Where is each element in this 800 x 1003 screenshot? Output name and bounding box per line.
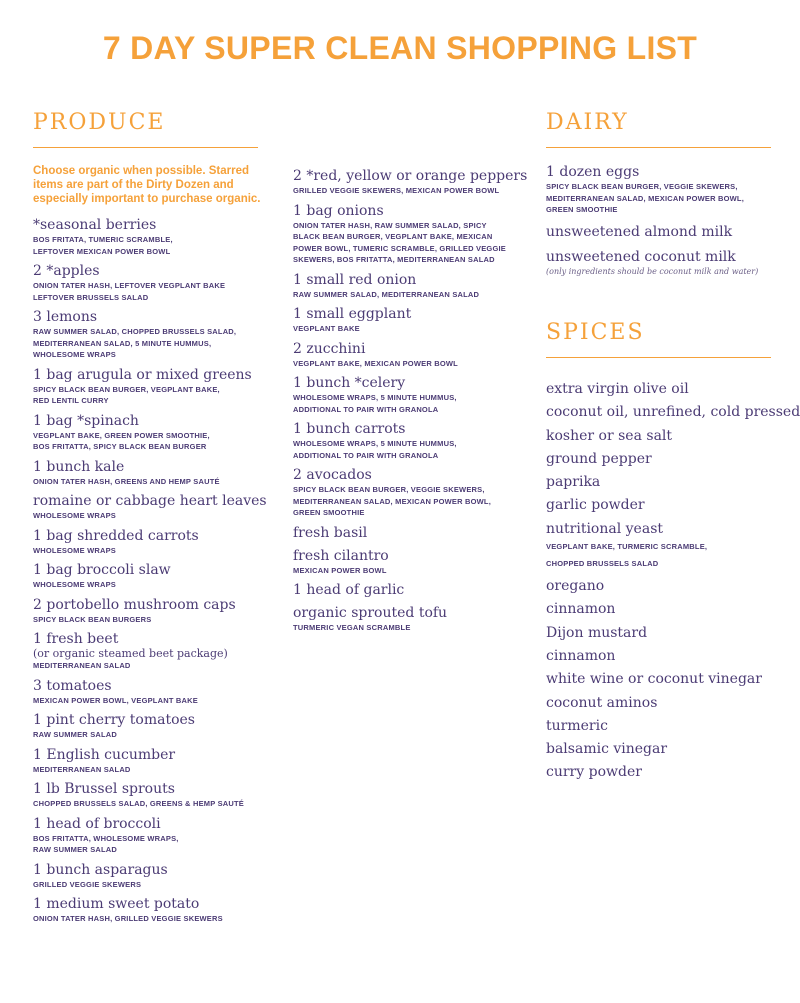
produce-column-1 — [33, 110, 283, 931]
item-recipes: GREEN SMOOTHIE — [546, 205, 618, 214]
list-item — [33, 816, 283, 856]
list-item — [33, 896, 283, 925]
list-item — [293, 467, 523, 519]
item-name: turmeric — [546, 717, 608, 734]
list-item — [293, 203, 523, 266]
list-item — [33, 217, 283, 257]
produce-list-2 — [293, 168, 528, 634]
spice-item — [546, 668, 796, 691]
item-name: extra virgin olive oil — [546, 381, 689, 397]
item-recipes: GRILLED VEGGIE SKEWERS — [33, 879, 142, 889]
item-recipes: MEXICAN POWER BOWL, VEGPLANT BAKE — [33, 695, 198, 705]
item-recipes: VEGPLANT BAKE, GREEN POWER SMOOTHIE, — [33, 430, 210, 440]
item-name: 1 bag onions — [293, 202, 384, 219]
produce-note: Choose organic when possible. Starred items are part of the Dirty Dozen and especially important to purchase organic. — [33, 165, 261, 205]
item-recipes: SPICY BLACK BEAN BURGER, VEGGIE SKEWERS, — [293, 485, 485, 494]
item-name: 2 avocados — [293, 467, 372, 483]
item-name: romaine or cabbage heart leaves — [33, 493, 267, 509]
item-recipes: SPICY BLACK BEAN BURGERS — [33, 614, 152, 624]
item-recipes: RED LENTIL CURRY — [33, 396, 109, 405]
list-item — [33, 309, 283, 361]
item-name: 1 dozen eggs — [546, 164, 640, 180]
spice-item — [546, 692, 796, 715]
item-name: fresh cilantro — [293, 547, 389, 564]
item-name: 1 head of garlic — [293, 582, 405, 598]
item-name: coconut aminos — [546, 694, 658, 711]
item-recipes: SKEWERS, BOS FRITATTA, MEDITERRANEAN SALAD — [293, 255, 495, 264]
item-recipes: WHOLESOME WRAPS — [33, 580, 116, 589]
item-name: 1 small eggplant — [293, 306, 412, 322]
item-name: unsweetened almond milk — [546, 223, 733, 240]
list-item — [33, 678, 283, 707]
item-name: 2 zucchini — [293, 340, 366, 357]
list-item — [546, 224, 776, 241]
item-name: 1 bunch carrots — [293, 421, 406, 437]
item-name: balsamic vinegar — [546, 741, 668, 758]
item-recipes: BLACK BEAN BURGER, VEGPLANT BAKE, MEXICAN — [293, 232, 493, 241]
item-name: organic sprouted tofu — [293, 605, 448, 621]
list-item — [33, 493, 283, 522]
dairy-column — [546, 110, 776, 285]
list-item — [546, 164, 776, 216]
item-name: kosher or sea salt — [546, 427, 673, 444]
item-recipes: ADDITIONAL TO PAIR WITH GRANOLA — [293, 450, 439, 460]
item-recipes: VEGPLANT BAKE, TURMERIC SCRAMBLE, — [546, 542, 708, 552]
list-item — [293, 605, 523, 634]
item-name: garlic powder — [546, 497, 645, 514]
item-recipes: GRILLED VEGGIE SKEWERS, MEXICAN POWER BOWL — [293, 186, 500, 195]
item-name: ground pepper — [546, 450, 652, 467]
item-recipes: MEDITERRANEAN SALAD, MEXICAN POWER BOWL, — [546, 193, 744, 203]
dairy-heading: DAIRY — [546, 110, 771, 148]
dairy-list — [546, 164, 776, 277]
item-recipes: MEXICAN POWER BOWL — [293, 565, 387, 575]
item-name: cinnamon — [546, 647, 616, 664]
spice-item — [546, 598, 796, 621]
spice-item — [546, 645, 796, 668]
item-recipes: TURMERIC VEGAN SCRAMBLE — [293, 623, 411, 632]
spice-item — [546, 575, 796, 598]
item-recipes: RAW SUMMER SALAD — [33, 730, 118, 739]
item-recipes: SPICY BLACK BEAN BURGER, VEGPLANT BAKE, — [33, 384, 220, 394]
item-recipes: WHOLESOME WRAPS — [33, 545, 116, 555]
spice-item — [546, 715, 796, 738]
item-recipes: GREEN SMOOTHIE — [293, 508, 365, 517]
item-name: 2 *red, yellow or orange peppers — [293, 168, 528, 184]
item-name: fresh basil — [293, 524, 368, 541]
item-name: nutritional yeast — [546, 520, 664, 537]
item-subtitle: (or organic steamed beet package) — [33, 647, 228, 660]
list-item — [33, 367, 283, 407]
item-name: 1 bunch *celery — [293, 375, 406, 391]
item-recipes: RAW SUMMER SALAD, MEDITERRANEAN SALAD — [293, 289, 480, 299]
item-name: coconut oil, unrefined, cold pressed — [546, 404, 800, 421]
list-item — [33, 413, 283, 453]
item-recipes: MEDITERRANEAN SALAD — [33, 661, 131, 670]
spice-item — [546, 738, 796, 761]
item-name: 1 fresh beet — [33, 631, 119, 647]
item-name: cinnamon — [546, 601, 616, 618]
item-name: *seasonal berries — [33, 217, 157, 233]
item-recipes: BOS FRITATA, TUMERIC SCRAMBLE, — [33, 235, 173, 244]
item-recipes: ADDITIONAL TO PAIR WITH GRANOLA — [293, 404, 439, 414]
item-recipes: WHOLESOME WRAPS, 5 MINUTE HUMMUS, — [293, 393, 457, 402]
item-name: 1 pint cherry tomatoes — [33, 712, 195, 728]
item-recipes: RAW SUMMER SALAD — [33, 845, 118, 854]
item-name: unsweetened coconut milk — [546, 248, 736, 265]
list-item — [33, 781, 283, 810]
spice-item — [546, 425, 796, 448]
spice-item — [546, 378, 796, 401]
item-name: 2 *apples — [33, 263, 100, 279]
list-item — [33, 712, 283, 741]
item-recipes: SPICY BLACK BEAN BURGER, VEGGIE SKEWERS, — [546, 182, 738, 191]
item-name: 3 tomatoes — [33, 677, 112, 694]
list-item — [293, 548, 523, 577]
list-item — [293, 341, 523, 370]
item-name: 1 small red onion — [293, 271, 417, 288]
item-recipes: LEFTOVER BRUSSELS SALAD — [33, 292, 149, 302]
list-item — [293, 421, 523, 461]
item-name: paprika — [546, 474, 601, 491]
item-name: 1 medium sweet potato — [33, 896, 200, 912]
list-item — [33, 631, 283, 672]
spice-item — [546, 471, 796, 494]
item-recipes: MEDITERRANEAN SALAD — [33, 764, 131, 774]
item-name: 1 bunch kale — [33, 458, 125, 475]
spice-item — [546, 622, 796, 645]
spice-item — [546, 494, 796, 517]
list-item — [33, 562, 283, 591]
item-name: curry powder — [546, 764, 642, 781]
item-name: 1 bag broccoli slaw — [33, 562, 171, 578]
spice-item — [546, 401, 800, 424]
list-item — [293, 272, 523, 301]
item-recipes: WHOLESOME WRAPS — [33, 350, 116, 359]
spices-heading: SPICES — [546, 320, 771, 358]
list-item — [33, 459, 283, 488]
item-recipes: CHOPPED BRUSSELS SALAD, GREENS & HEMP SAUTÉ — [33, 799, 244, 808]
spices-list — [546, 378, 800, 785]
spice-item — [546, 518, 796, 569]
item-recipes: LEFTOVER MEXICAN POWER BOWL — [33, 246, 171, 256]
item-name: 1 lb Brussel sprouts — [33, 781, 175, 797]
list-item — [293, 582, 523, 599]
produce-column-2 — [293, 168, 528, 640]
item-recipes: ONION TATER HASH, RAW SUMMER SALAD, SPICY — [293, 220, 487, 230]
item-name: 1 English cucumber — [33, 746, 176, 763]
item-name: oregano — [546, 578, 605, 595]
item-name: 1 bunch asparagus — [33, 861, 168, 878]
list-item — [33, 747, 283, 776]
item-name: Dijon mustard — [546, 624, 648, 641]
item-recipes: MEDITERRANEAN SALAD, 5 MINUTE HUMMUS, — [33, 338, 212, 348]
produce-heading: PRODUCE — [33, 110, 258, 148]
list-item — [546, 249, 776, 277]
list-item — [293, 306, 523, 335]
item-recipes: ONION TATER HASH, LEFTOVER VEGPLANT BAKE — [33, 281, 226, 290]
item-name: 1 head of broccoli — [33, 815, 161, 832]
item-name: 2 portobello mushroom caps — [33, 596, 236, 613]
item-recipes: BOS FRITATTA, WHOLESOME WRAPS, — [33, 833, 179, 843]
item-recipes: VEGPLANT BAKE — [293, 324, 360, 333]
item-recipes: VEGPLANT BAKE, MEXICAN POWER BOWL — [293, 358, 458, 368]
item-recipes: BOS FRITATTA, SPICY BLACK BEAN BURGER — [33, 442, 207, 451]
list-item — [33, 862, 283, 891]
item-name: 1 bag shredded carrots — [33, 527, 199, 544]
item-recipes: ONION TATER HASH, GRILLED VEGGIE SKEWERS — [33, 914, 223, 923]
item-recipes: WHOLESOME WRAPS — [33, 511, 116, 520]
item-recipes: MEDITERRANEAN SALAD, MEXICAN POWER BOWL, — [293, 496, 491, 506]
item-name: 1 bag *spinach — [33, 412, 139, 429]
item-note: (only ingredients should be coconut milk and water) — [546, 266, 759, 276]
list-item — [33, 263, 283, 303]
list-item — [293, 168, 528, 197]
list-item — [293, 525, 523, 542]
page-title: 7 DAY SUPER CLEAN SHOPPING LIST — [102, 30, 698, 66]
item-recipes: WHOLESOME WRAPS, 5 MINUTE HUMMUS, — [293, 439, 457, 448]
list-item — [33, 528, 283, 557]
produce-list-1 — [33, 217, 283, 925]
item-name: 1 bag arugula or mixed greens — [33, 366, 252, 383]
item-name: 3 lemons — [33, 309, 98, 325]
item-recipes: POWER BOWL, TUMERIC SCRAMBLE, GRILLED VEGGIE — [293, 243, 506, 253]
spice-item — [546, 448, 796, 471]
item-recipes: RAW SUMMER SALAD, CHOPPED BRUSSELS SALAD, — [33, 327, 237, 336]
item-recipes: ONION TATER HASH, GREENS AND HEMP SAUTÉ — [33, 476, 220, 486]
spice-item — [546, 761, 796, 784]
spices-column — [546, 320, 800, 785]
list-item — [33, 597, 283, 626]
list-item — [293, 375, 523, 415]
item-recipes: CHOPPED BRUSSELS SALAD — [546, 559, 659, 569]
item-name: white wine or coconut vinegar — [546, 671, 762, 688]
